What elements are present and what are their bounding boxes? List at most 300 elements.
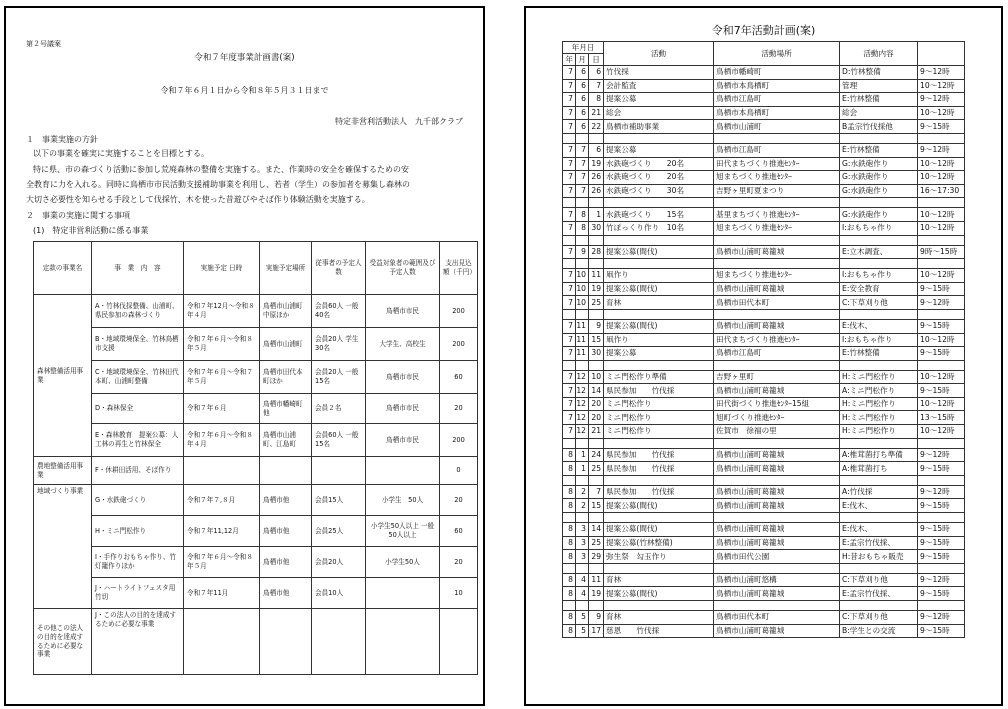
row-content: D:竹林整備 xyxy=(840,66,918,80)
row-place: 鳥栖市他 xyxy=(260,485,312,516)
spacer-cell xyxy=(589,438,604,448)
spacer-cell xyxy=(840,475,918,485)
row-place: 田代街づくり推進ｾﾝﾀｰ15組 xyxy=(714,397,840,411)
row-target: 小学生 50人 xyxy=(366,485,440,516)
row-place: 鳥栖市田代公園 xyxy=(714,550,840,564)
spacer-cell xyxy=(840,198,918,208)
row-place: 鳥栖市山浦町葛籠城 xyxy=(714,245,840,259)
spacer-cell xyxy=(714,235,840,245)
row-content: G:水鉄砲作り xyxy=(840,171,918,185)
spacer-cell xyxy=(604,513,714,523)
spacer-cell xyxy=(714,198,840,208)
row-time: 9～15時 xyxy=(918,523,965,537)
row-day: 30 xyxy=(589,221,604,235)
spacer-row xyxy=(563,235,965,245)
spacer-cell xyxy=(589,601,604,611)
row-target xyxy=(366,457,440,485)
row-year: 7 xyxy=(563,319,576,333)
activity-row xyxy=(563,425,965,439)
spacer-cell xyxy=(563,133,576,143)
row-place: 鳥栖市山浦町、江島町 xyxy=(260,424,312,457)
row-day: 19 xyxy=(589,282,604,296)
row-staff: 会員60人 一般15名 xyxy=(312,424,366,457)
table-row xyxy=(34,328,478,361)
row-month: 3 xyxy=(576,523,589,537)
row-activity: 育林 xyxy=(604,573,714,587)
section-1-heading: １ 事業実施の方針 xyxy=(26,135,98,144)
row-month: 12 xyxy=(576,425,589,439)
row-year: 8 xyxy=(563,611,576,625)
row-place: 鳥栖市山浦町葛籠城 xyxy=(714,319,840,333)
row-month: 6 xyxy=(576,106,589,120)
row-day: 28 xyxy=(589,245,604,259)
row-time: 9～15時 xyxy=(918,384,965,398)
activity-row xyxy=(563,221,965,235)
spacer-cell xyxy=(576,235,589,245)
row-place: 鳥栖市江島町 xyxy=(714,143,840,157)
row-activity: 提案公募(間伐) xyxy=(604,245,714,259)
activity-row xyxy=(563,208,965,222)
spacer-cell xyxy=(576,259,589,269)
spacer-cell xyxy=(589,513,604,523)
activity-row xyxy=(563,624,965,638)
row-day: 7 xyxy=(589,485,604,499)
row-place: 鳥栖市山浦町葛籠城 xyxy=(714,282,840,296)
spacer-cell xyxy=(840,563,918,573)
row-content: E:孟宗竹伐採、 xyxy=(840,587,918,601)
row-date: 令和７年６月～令和７年５月 xyxy=(184,361,260,394)
row-month: 7 xyxy=(576,143,589,157)
spacer-cell xyxy=(604,360,714,370)
row-time: 10～12時 xyxy=(918,333,965,347)
row-date: 令和７年11月 xyxy=(184,578,260,609)
row-content: G:水鉄砲作り xyxy=(840,157,918,171)
spacer-cell xyxy=(563,601,576,611)
row-month: 1 xyxy=(576,448,589,462)
row-day: 1 xyxy=(589,208,604,222)
row-year: 8 xyxy=(563,499,576,513)
doc-title: 令和７年度事業計画書(案) xyxy=(194,53,295,63)
activity-row xyxy=(563,333,965,347)
row-content: E:伐木、 xyxy=(840,499,918,513)
spacer-row xyxy=(563,360,965,370)
row-content: H:ミニ門松作り xyxy=(840,370,918,384)
row-content: H:昔おもちゃ販売 xyxy=(840,550,918,564)
row-content: H:ミニ門松作り xyxy=(840,397,918,411)
row-activity: 会計監査 xyxy=(604,79,714,93)
row-year: 7 xyxy=(563,397,576,411)
row-cost: 60 xyxy=(440,361,478,394)
activity-table-body xyxy=(563,66,965,638)
spacer-cell xyxy=(563,513,576,523)
row-day: 21 xyxy=(589,425,604,439)
spacer-cell xyxy=(714,475,840,485)
spacer-row xyxy=(563,601,965,611)
row-time: 9～15時 xyxy=(918,624,965,638)
row-content: B孟宗竹伐採他 xyxy=(840,120,918,134)
row-activity: 弥生祭 勾玉作り xyxy=(604,550,714,564)
activity-row xyxy=(563,384,965,398)
row-place: 鳥栖市山浦町 xyxy=(714,120,840,134)
row-place: 鳥栖市山浦町葛籠城 xyxy=(714,462,840,476)
row-day: 14 xyxy=(589,384,604,398)
row-month: 11 xyxy=(576,333,589,347)
row-year: 7 xyxy=(563,269,576,283)
activity-row xyxy=(563,611,965,625)
row-day: 20 xyxy=(589,411,604,425)
activity-row xyxy=(563,66,965,80)
activity-row xyxy=(563,347,965,361)
row-content: 管理 xyxy=(840,79,918,93)
header-target: 受益対象者の範囲及び予定人数 xyxy=(366,242,440,295)
row-staff: 会員15人 xyxy=(312,485,366,516)
row-time: 10～12時 xyxy=(918,221,965,235)
row-time: 9～15時 xyxy=(918,347,965,361)
row-content: J・ハートライトフェスタ用竹切 xyxy=(92,578,184,609)
row-content: B:学生との交流 xyxy=(840,624,918,638)
row-time: 9～15時 xyxy=(918,536,965,550)
row-time: 10～12時 xyxy=(918,79,965,93)
spacer-cell xyxy=(576,309,589,319)
business-plan-table xyxy=(33,241,478,675)
row-year: 8 xyxy=(563,587,576,601)
section-2-subheading: (1) 特定非営利活動に係る事業 xyxy=(33,226,149,235)
row-year: 7 xyxy=(563,425,576,439)
row-year: 8 xyxy=(563,485,576,499)
row-activity: 育林 xyxy=(604,296,714,310)
row-month: 6 xyxy=(576,93,589,107)
row-year: 7 xyxy=(563,171,576,185)
row-place: 鳥栖市山浦町葛籠城 xyxy=(714,523,840,537)
row-month: 2 xyxy=(576,485,589,499)
row-content: E・森林教育 提案公募：人工林の再生と竹林保全 xyxy=(92,424,184,457)
spacer-cell xyxy=(918,133,965,143)
category-other: その他この法人の目的を達成するために必要な事業 xyxy=(34,609,92,675)
row-content: A:ミニ門松作り xyxy=(840,384,918,398)
row-time: 10～12時 xyxy=(918,106,965,120)
doc-number: 第２号議案 xyxy=(26,40,61,48)
row-content: H:ミニ門松作り xyxy=(840,425,918,439)
row-month: 11 xyxy=(576,319,589,333)
table-row xyxy=(34,485,478,516)
row-place: 鳥栖市江島町 xyxy=(714,93,840,107)
spacer-cell xyxy=(918,513,965,523)
row-content: E:竹林整備 xyxy=(840,347,918,361)
spacer-cell xyxy=(589,475,604,485)
row-month: 7 xyxy=(576,184,589,198)
row-time: 16～17:30 xyxy=(918,184,965,198)
row-month: 12 xyxy=(576,397,589,411)
row-month: 12 xyxy=(576,411,589,425)
row-place: 鳥栖市本鳥栖町 xyxy=(714,79,840,93)
row-day: 26 xyxy=(589,184,604,198)
activity-row xyxy=(563,296,965,310)
row-time: 10～12時 xyxy=(918,397,965,411)
header-time xyxy=(918,42,965,66)
spacer-cell xyxy=(918,235,965,245)
row-month: 11 xyxy=(576,347,589,361)
activity-row xyxy=(563,462,965,476)
row-content: C・地域環境保全、竹林田代本町、山浦町整備 xyxy=(92,361,184,394)
activity-row xyxy=(563,171,965,185)
row-place: 鳥栖市山浦町葛籠城 xyxy=(714,448,840,462)
row-place: 旭まちづくり推進ｾﾝﾀｰ xyxy=(714,171,840,185)
row-place xyxy=(260,457,312,485)
row-day: 15 xyxy=(589,499,604,513)
spacer-cell xyxy=(840,438,918,448)
row-place: 鳥栖市田代本町 xyxy=(714,296,840,310)
row-day: 11 xyxy=(589,269,604,283)
header-year: 年 xyxy=(563,54,576,66)
row-year: 7 xyxy=(563,411,576,425)
row-time: 10～12時 xyxy=(918,208,965,222)
section-1-paragraph-2-line-1: 特に県、市の森づくり活動に参加し荒廃森林の整備を実施する。また、作業時の安全を確保するための安 xyxy=(33,165,409,174)
row-activity: ミニ門松作り xyxy=(604,397,714,411)
row-activity: 育林 xyxy=(604,611,714,625)
spacer-cell xyxy=(604,198,714,208)
row-day: 26 xyxy=(589,171,604,185)
row-place: 佐賀市 徐福の里 xyxy=(714,425,840,439)
spacer-cell xyxy=(563,309,576,319)
row-day: 11 xyxy=(589,573,604,587)
category-forest: 森林整備活用事業 xyxy=(34,295,92,457)
row-day: 17 xyxy=(589,624,604,638)
row-date: 令和７年６月～令和８年５月 xyxy=(184,328,260,361)
row-target: 小学生50人以上 一般50人以上 xyxy=(366,516,440,547)
row-cost xyxy=(440,609,478,675)
row-place: 旭まちづくり推進ｾﾝﾀｰ xyxy=(714,221,840,235)
row-target: 鳥栖市市民 xyxy=(366,424,440,457)
header-place: 実施予定場所 xyxy=(260,242,312,295)
row-time: 10～12時 xyxy=(918,269,965,283)
spacer-cell xyxy=(589,309,604,319)
row-content: 総会 xyxy=(840,106,918,120)
row-day: 25 xyxy=(589,296,604,310)
row-day: 24 xyxy=(589,448,604,462)
row-place: 鳥栖市山浦町葛籠城 xyxy=(714,485,840,499)
row-month: 12 xyxy=(576,370,589,384)
activity-header-row-1 xyxy=(563,42,965,54)
row-activity: 慈恩 竹伐採 xyxy=(604,624,714,638)
spacer-cell xyxy=(918,438,965,448)
row-staff xyxy=(312,609,366,675)
row-content: I:おもちゃ作り xyxy=(840,269,918,283)
row-content: C:下草刈り他 xyxy=(840,296,918,310)
spacer-cell xyxy=(604,438,714,448)
row-place: 吉野ヶ里町 xyxy=(714,370,840,384)
row-month: 8 xyxy=(576,208,589,222)
activity-row xyxy=(563,499,965,513)
row-place: 田代まちづくり推進ｾﾝﾀｰ xyxy=(714,157,840,171)
row-date: 令和７年６月～令和８年４月 xyxy=(184,424,260,457)
spacer-cell xyxy=(576,563,589,573)
row-year: 8 xyxy=(563,523,576,537)
row-time: 10～12時 xyxy=(918,157,965,171)
spacer-cell xyxy=(714,601,840,611)
row-cost: 10 xyxy=(440,578,478,609)
row-time: 10～12時 xyxy=(918,425,965,439)
row-year: 8 xyxy=(563,536,576,550)
row-place: 鳥栖市山浦町葛籠城 xyxy=(714,624,840,638)
row-activity: 提案公募 xyxy=(604,93,714,107)
document-page-plan xyxy=(4,6,485,706)
section-2-heading: ２ 事業の実施に関する事項 xyxy=(26,211,130,220)
row-staff: 会員60人 一般40名 xyxy=(312,295,366,328)
row-place: 基里まちづくり推進ｾﾝﾀｰ xyxy=(714,208,840,222)
row-cost: 20 xyxy=(440,485,478,516)
row-month: 2 xyxy=(576,499,589,513)
row-activity: 提案公募 xyxy=(604,347,714,361)
spacer-cell xyxy=(589,563,604,573)
row-time: 9～12時 xyxy=(918,611,965,625)
spacer-cell xyxy=(918,259,965,269)
spacer-cell xyxy=(563,475,576,485)
row-place: 鳥栖市他 xyxy=(260,516,312,547)
row-place: 鳥栖市山浦町中原ほか xyxy=(260,295,312,328)
spacer-cell xyxy=(576,360,589,370)
spacer-cell xyxy=(563,438,576,448)
row-content: E:竹林整備 xyxy=(840,93,918,107)
spacer-row xyxy=(563,475,965,485)
spacer-cell xyxy=(576,198,589,208)
row-place: 鳥栖市山浦町 xyxy=(260,328,312,361)
row-day: 9 xyxy=(589,319,604,333)
row-content: H:ミニ門松作り xyxy=(840,411,918,425)
row-day: 10 xyxy=(589,370,604,384)
row-staff: 会員20人 xyxy=(312,547,366,578)
row-cost: 20 xyxy=(440,547,478,578)
spacer-cell xyxy=(918,198,965,208)
row-target: 鳥栖市市民 xyxy=(366,394,440,424)
row-activity: 凧作り xyxy=(604,333,714,347)
row-time: 9～12時 xyxy=(918,143,965,157)
row-year: 7 xyxy=(563,106,576,120)
row-content: C:下草刈り他 xyxy=(840,573,918,587)
row-year: 7 xyxy=(563,333,576,347)
row-activity: 水鉄砲づくり 20名 xyxy=(604,157,714,171)
row-cost: 0 xyxy=(440,457,478,485)
row-content: A:椎茸菌打ち準備 xyxy=(840,448,918,462)
row-day: 25 xyxy=(589,536,604,550)
row-target: 小学生50人 xyxy=(366,547,440,578)
activity-row xyxy=(563,550,965,564)
spacer-cell xyxy=(840,309,918,319)
row-day: 14 xyxy=(589,523,604,537)
org-name: 特定非営利活動法人 九千部クラブ xyxy=(335,117,463,126)
row-activity: ミニ門松作り xyxy=(604,425,714,439)
row-day: 7 xyxy=(589,79,604,93)
row-activity: ミニ門松作り xyxy=(604,411,714,425)
activity-row xyxy=(563,523,965,537)
spacer-cell xyxy=(563,563,576,573)
row-content: F・休耕田活用、そば作り xyxy=(92,457,184,485)
row-month: 10 xyxy=(576,296,589,310)
document-page-activity-plan xyxy=(524,6,1003,706)
row-date: 令和７年６月～令和８年５月 xyxy=(184,547,260,578)
row-activity: 提案公募 xyxy=(604,143,714,157)
table-header-row xyxy=(34,242,478,295)
row-month: 1 xyxy=(576,462,589,476)
row-staff xyxy=(312,457,366,485)
row-day: 29 xyxy=(589,550,604,564)
spacer-cell xyxy=(840,259,918,269)
activity-table xyxy=(562,41,965,638)
row-activity: 提案公募(間伐) xyxy=(604,282,714,296)
row-time: 9～12時 xyxy=(918,485,965,499)
activity-row xyxy=(563,93,965,107)
spacer-cell xyxy=(563,235,576,245)
row-month: 6 xyxy=(576,120,589,134)
row-activity: 提案公募(間伐) xyxy=(604,319,714,333)
row-place: 鳥栖市山浦町葛籠城 xyxy=(714,587,840,601)
row-cost: 60 xyxy=(440,516,478,547)
table-row xyxy=(34,394,478,424)
spacer-cell xyxy=(563,360,576,370)
row-time: 9～12時 xyxy=(918,573,965,587)
row-day: 21 xyxy=(589,106,604,120)
header-content: 活動内容 xyxy=(840,42,918,66)
activity-row xyxy=(563,397,965,411)
row-activity: 凧作り xyxy=(604,269,714,283)
row-day: 19 xyxy=(589,587,604,601)
row-time: 9～12時 xyxy=(918,448,965,462)
row-month: 3 xyxy=(576,536,589,550)
row-time: 9～12時 xyxy=(918,93,965,107)
spacer-cell xyxy=(604,563,714,573)
row-activity: 提案公募(間伐) xyxy=(604,587,714,601)
row-place: 鳥栖市他 xyxy=(260,578,312,609)
table-row xyxy=(34,295,478,328)
row-activity: 竹伐採 xyxy=(604,66,714,80)
row-place: 鳥栖市他 xyxy=(260,547,312,578)
row-month: 3 xyxy=(576,550,589,564)
row-year: 8 xyxy=(563,573,576,587)
row-staff: 会員20人 学生30名 xyxy=(312,328,366,361)
table-row xyxy=(34,516,478,547)
row-time: 9～15時 xyxy=(918,462,965,476)
row-activity: 竹ぽっくり作り 10名 xyxy=(604,221,714,235)
row-time: 9～12時 xyxy=(918,66,965,80)
row-month: 5 xyxy=(576,624,589,638)
row-content: A・竹林伐採整備、山浦町、県民参加の森林づくり xyxy=(92,295,184,328)
spacer-cell xyxy=(918,601,965,611)
row-time: 9～15時 xyxy=(918,282,965,296)
activity-row xyxy=(563,573,965,587)
row-month: 5 xyxy=(576,611,589,625)
row-activity: 県民参加 竹伐採 xyxy=(604,462,714,476)
row-activity: 提案公募(竹林整備) xyxy=(604,536,714,550)
row-place: 鳥栖市江島町 xyxy=(714,347,840,361)
row-activity: 水鉄砲づくり 20名 xyxy=(604,171,714,185)
spacer-cell xyxy=(840,235,918,245)
row-month: 12 xyxy=(576,384,589,398)
spacer-row xyxy=(563,438,965,448)
row-year: 7 xyxy=(563,208,576,222)
spacer-cell xyxy=(840,360,918,370)
row-content: A:竹伐採 xyxy=(840,485,918,499)
row-target: 鳥栖市市民 xyxy=(366,361,440,394)
row-content: E:孟宗竹伐採、 xyxy=(840,536,918,550)
row-day: 8 xyxy=(589,93,604,107)
spacer-cell xyxy=(563,259,576,269)
row-day: 22 xyxy=(589,120,604,134)
row-target xyxy=(366,578,440,609)
header-place: 活動場所 xyxy=(714,42,840,66)
row-staff: 会員10人 xyxy=(312,578,366,609)
spacer-cell xyxy=(604,601,714,611)
row-time: 10～12時 xyxy=(918,171,965,185)
spacer-cell xyxy=(840,133,918,143)
